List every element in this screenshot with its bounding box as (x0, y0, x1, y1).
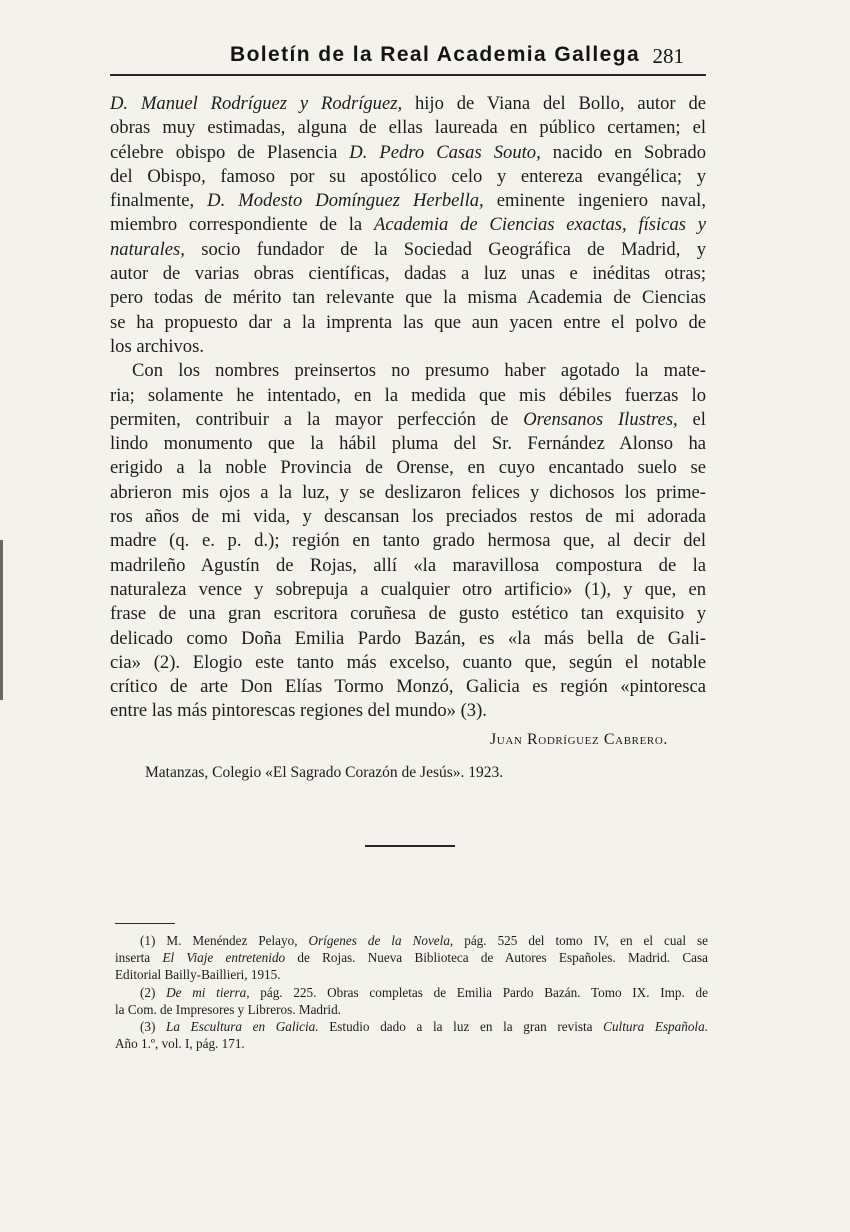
text-run: miembro correspondiente de la (110, 214, 374, 236)
text-run: se ha propuesto dar a la imprenta las que aun yacen entre el polvo de (110, 311, 706, 333)
body-text-line (110, 505, 706, 529)
body-text-line (110, 116, 706, 140)
body-text-line (110, 189, 706, 213)
text-run: madrileño Agustín de Rojas, allí «la maravillosa compostura de la (110, 554, 706, 576)
text-run: Editorial Bailly-Baillieri, 1915. (115, 967, 281, 983)
italic-text: Orensanos Ilustres, (523, 408, 678, 430)
italic-text: D. Manuel Rodríguez y Rodríguez, (110, 93, 403, 114)
text-run: nacido en Sobrado (540, 141, 707, 163)
footnote-line (115, 1035, 708, 1052)
footnote-rule (115, 923, 175, 924)
text-run: los archivos. (110, 335, 204, 357)
text-run: eminente ingeniero naval, (483, 190, 706, 212)
body-text-line (110, 213, 706, 237)
text-run: frase de una gran escritora coruñesa de gusto estético tan exquisito y (110, 603, 706, 625)
text-run: pág. 225. Obras completas de Emilia Pardo Bazán. Tomo IX. Imp. de (249, 984, 708, 1000)
body-text-line (110, 286, 706, 310)
body-text-line (110, 578, 706, 602)
text-run: finalmente, (110, 190, 208, 212)
body-text-line (110, 384, 706, 408)
text-run: permiten, contribuir a la mayor perfección de (110, 408, 524, 430)
footnote-line (115, 966, 708, 983)
body-text-line (110, 335, 706, 359)
body-text-line (110, 92, 706, 116)
text-run: ria; solamente he intentado, en la medida que mis débiles fuerzas lo (110, 384, 706, 406)
author-signature: Juan Rodríguez Cabrero. (489, 731, 668, 748)
text-run: hijo de Viana del Bollo, autor de (402, 93, 706, 114)
text-run: pero todas de mérito tan relevante que la misma Academia de Ciencias (110, 287, 706, 309)
footnote-line (115, 932, 708, 949)
body-text-line (110, 529, 706, 553)
text-run: Año 1.º, vol. I, pág. 171. (115, 1036, 245, 1052)
text-run: (3) (140, 1018, 167, 1034)
text-run: lindo monumento que la hábil pluma del Sr. Fernández Alonso ha (110, 433, 706, 455)
body-text-line (110, 238, 706, 262)
place-date-line: Matanzas, Colegio «El Sagrado Corazón de Jesús». 1923. (145, 764, 504, 781)
body-text-line (110, 311, 706, 335)
page-number: 281 (652, 44, 684, 68)
text-run: naturaleza vence y sobrepuja a cualquier otro artificio» (1), y que, en (110, 578, 706, 600)
footnotes (115, 932, 708, 1052)
italic-text: La Escultura en Galicia. (166, 1018, 319, 1034)
running-header (110, 40, 706, 72)
body-text (110, 92, 706, 724)
section-separator (365, 845, 455, 847)
footnote-line (115, 949, 708, 966)
body-text-line (110, 699, 706, 723)
text-run: inserta (115, 950, 163, 966)
text-run: crítico de arte Don Elías Tormo Monzó, Galicia es región «pintoresca (110, 676, 706, 698)
italic-text: El Viaje entretenido (162, 950, 286, 966)
italic-text: Academia de Ciencias exactas, físicas y (373, 214, 707, 236)
italic-text: Orígenes de la Novela, (308, 933, 454, 948)
footnote-line (115, 1018, 708, 1035)
italic-text: naturales, (110, 238, 185, 260)
journal-title: Boletín de la Real Academia Gallega (230, 43, 641, 66)
body-text-line (110, 627, 706, 651)
header-rule (110, 74, 706, 76)
scan-edge-mark (0, 540, 3, 700)
text-run: Con los nombres preinsertos no presumo haber agotado la mate- (132, 360, 706, 382)
italic-text: De mi tierra, (166, 984, 250, 1000)
text-run: entre las más pintorescas regiones del mundo» (3). (110, 700, 487, 722)
text-run: pág. 525 del tomo IV, en el cual se (453, 933, 709, 948)
text-run: madre (q. e. p. d.); región en tanto grado hermosa que, al decir del (110, 530, 706, 552)
text-run: célebre obispo de Plasencia (110, 141, 350, 163)
body-text-line (110, 456, 706, 480)
text-run: el (677, 408, 706, 430)
body-text-line (110, 359, 706, 383)
body-text-line (110, 651, 706, 675)
body-text-line (110, 432, 706, 456)
footnote-line (115, 984, 708, 1001)
body-text-line (110, 675, 706, 699)
text-run: autor de varias obras científicas, dadas a luz unas e inéditas otras; (110, 263, 706, 285)
text-run: obras muy estimadas, alguna de ellas laureada en público certamen; el (110, 117, 706, 139)
text-run: de Rojas. Nueva Biblioteca de Autores Españoles. Madrid. Casa (285, 950, 709, 966)
body-text-line (110, 262, 706, 286)
italic-text: Cultura Española. (603, 1018, 708, 1034)
body-text-line (110, 408, 706, 432)
body-text-line (110, 141, 706, 165)
text-run: cia» (2). Elogio este tanto más excelso, cuanto que, según el notable (110, 651, 706, 673)
text-run: (1) M. Menéndez Pelayo, (140, 933, 309, 948)
text-run: erigido a la noble Provincia de Orense, en cuyo encantado suelo se (110, 457, 706, 479)
body-text-line (110, 481, 706, 505)
italic-text: D. Pedro Casas Souto, (349, 141, 541, 163)
body-text-line (110, 602, 706, 626)
body-text-line (110, 554, 706, 578)
text-run: ros años de mi vida, y descansan los preciados restos de mi adorada (110, 506, 706, 528)
text-run: (2) (140, 984, 167, 1000)
body-text-line (110, 165, 706, 189)
text-run: del Obispo, famoso por su apostólico celo y entereza evangélica; y (110, 165, 706, 187)
text-run: la Com. de Impresores y Libreros. Madrid. (115, 1001, 341, 1017)
text-run: Estudio dado a la luz en la gran revista (318, 1018, 604, 1034)
text-run: delicado como Doña Emilia Pardo Bazán, es «la más bella de Gali- (110, 627, 706, 649)
text-run: abrieron mis ojos a la luz, y se deslizaron felices y dichosos los prime- (110, 481, 706, 503)
text-run: socio fundador de la Sociedad Geográfica de Madrid, y (184, 238, 706, 260)
italic-text: D. Modesto Domínguez Herbella, (207, 190, 484, 212)
footnote-line (115, 1001, 708, 1018)
